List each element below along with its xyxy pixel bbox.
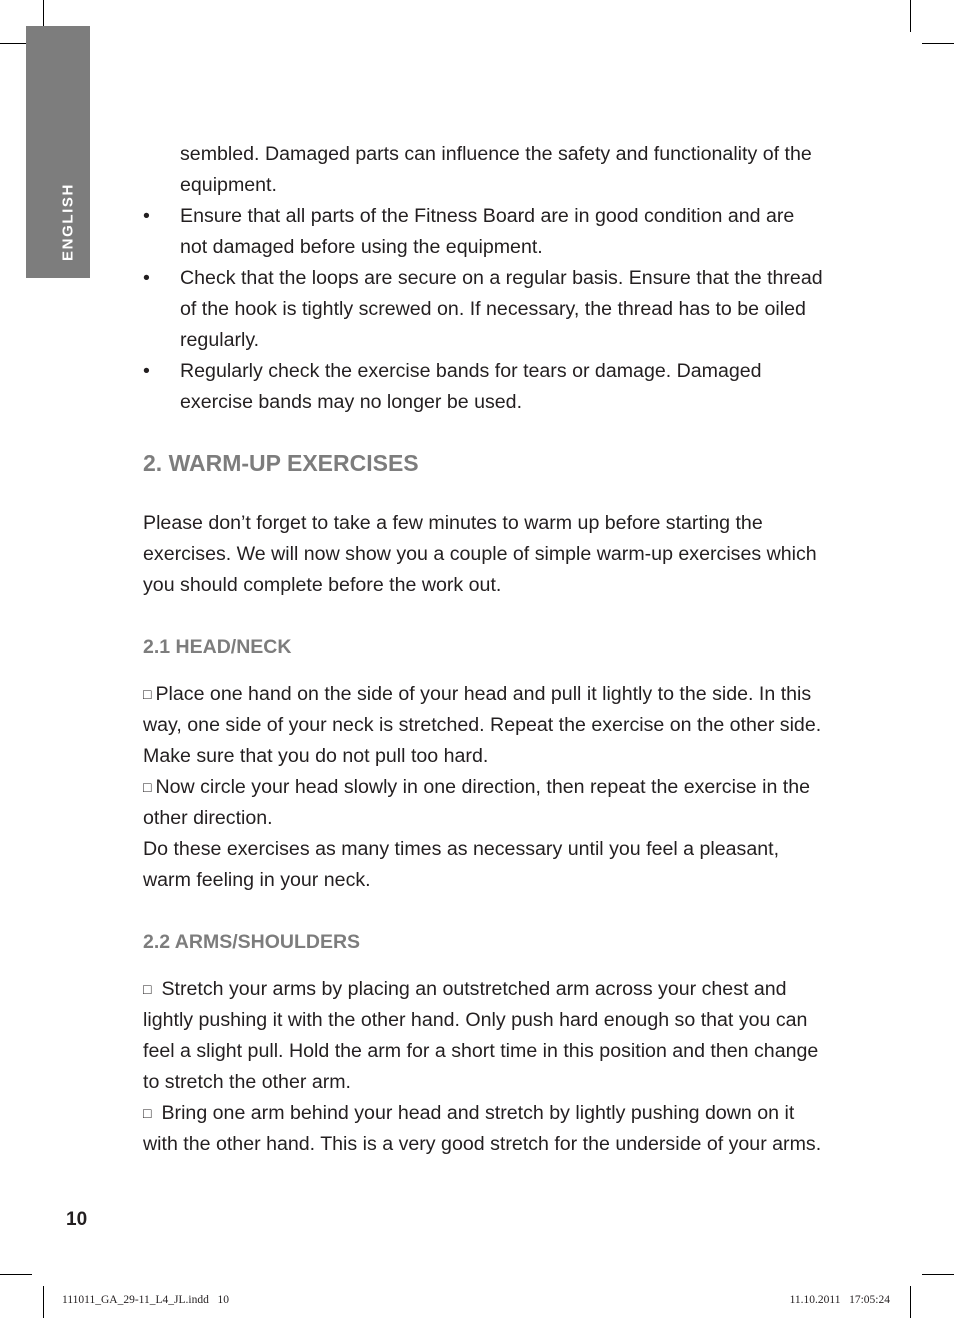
subsection-heading-arms-shoulders: 2.2 ARMS/SHOULDERS — [143, 931, 361, 953]
exercise-text: Place one hand on the side of your head and pull it lightly to the side. In this way, one side of your neck is stretched. Repeat the exercise on the other side. Make sure that you do not pull too hard. — [143, 683, 822, 767]
crop-mark — [910, 0, 911, 32]
bullet-item — [143, 263, 823, 356]
exercise-item — [143, 679, 823, 772]
page-content — [143, 139, 823, 1160]
exercise-item — [143, 974, 823, 1098]
bullet-text: Regularly check the exercise bands for tears or damage. Damaged exercise bands may no longer be used. — [180, 360, 762, 413]
exercise-item — [143, 772, 823, 834]
print-slug-file: 111011_GA_29-11_L4_JL.indd 10 — [62, 1294, 229, 1306]
exercise-text: Now circle your head slowly in one direction, then repeat the exercise in the other direction. — [143, 776, 811, 829]
exercise-item — [143, 1098, 823, 1160]
checkbox-icon: □ — [143, 1105, 152, 1121]
crop-mark — [910, 1286, 911, 1318]
exercise-text: Bring one arm behind your head and stretch by lightly pushing down on it with the other hand. This is a very good stretch for the underside of your arms. — [143, 1102, 822, 1155]
exercise-text: Stretch your arms by placing an outstretched arm across your chest and lightly pushing it with the other hand. Only push hard enough so that you can feel a slight pull. Hold the arm for a short time in this position and then change to stretch the other arm. — [143, 978, 819, 1093]
page-number: 10 — [66, 1209, 88, 1230]
language-tab — [26, 26, 90, 278]
bullet-text: Check that the loops are secure on a regular basis. Ensure that the thread of the hook is tightly screwed on. If necessary, the thread has to be oiled regularly. — [180, 267, 823, 351]
print-slug-timestamp: 11.10.2011 17:05:24 — [789, 1294, 890, 1306]
checkbox-icon: □ — [143, 981, 152, 997]
language-tab-label: ENGLISH — [59, 183, 77, 261]
section-intro: Please don’t forget to take a few minutes to warm up before starting the exercises. We will now show you a couple of simple warm-up exercises which you should complete before the work out. — [143, 512, 817, 596]
crop-mark — [922, 1274, 954, 1275]
subsection-heading-head-neck: 2.1 HEAD/NECK — [143, 636, 292, 658]
bullet-marker: • — [143, 360, 150, 382]
checkbox-icon: □ — [143, 686, 152, 702]
arms-shoulders-body — [143, 974, 823, 1160]
exercise-note: Do these exercises as many times as necessary until you feel a pleasant, warm feeling in your neck. — [143, 838, 780, 891]
safety-bullet-list — [143, 201, 823, 418]
crop-mark — [0, 1274, 32, 1275]
checkbox-icon: □ — [143, 779, 152, 795]
section-heading: 2. WARM-UP EXERCISES — [143, 450, 419, 476]
bullet-text: Ensure that all parts of the Fitness Board are in good condition and are not damaged before using the equipment. — [180, 205, 795, 258]
crop-mark — [43, 1286, 44, 1318]
bullet-item — [143, 201, 823, 263]
head-neck-body — [143, 679, 823, 896]
bullet-marker: • — [143, 267, 150, 289]
crop-mark — [922, 43, 954, 44]
bullet-marker: • — [143, 205, 150, 227]
bullet-item — [143, 356, 823, 418]
continued-paragraph: sembled. Damaged parts can influence the safety and functionality of the equipment. — [180, 143, 812, 196]
